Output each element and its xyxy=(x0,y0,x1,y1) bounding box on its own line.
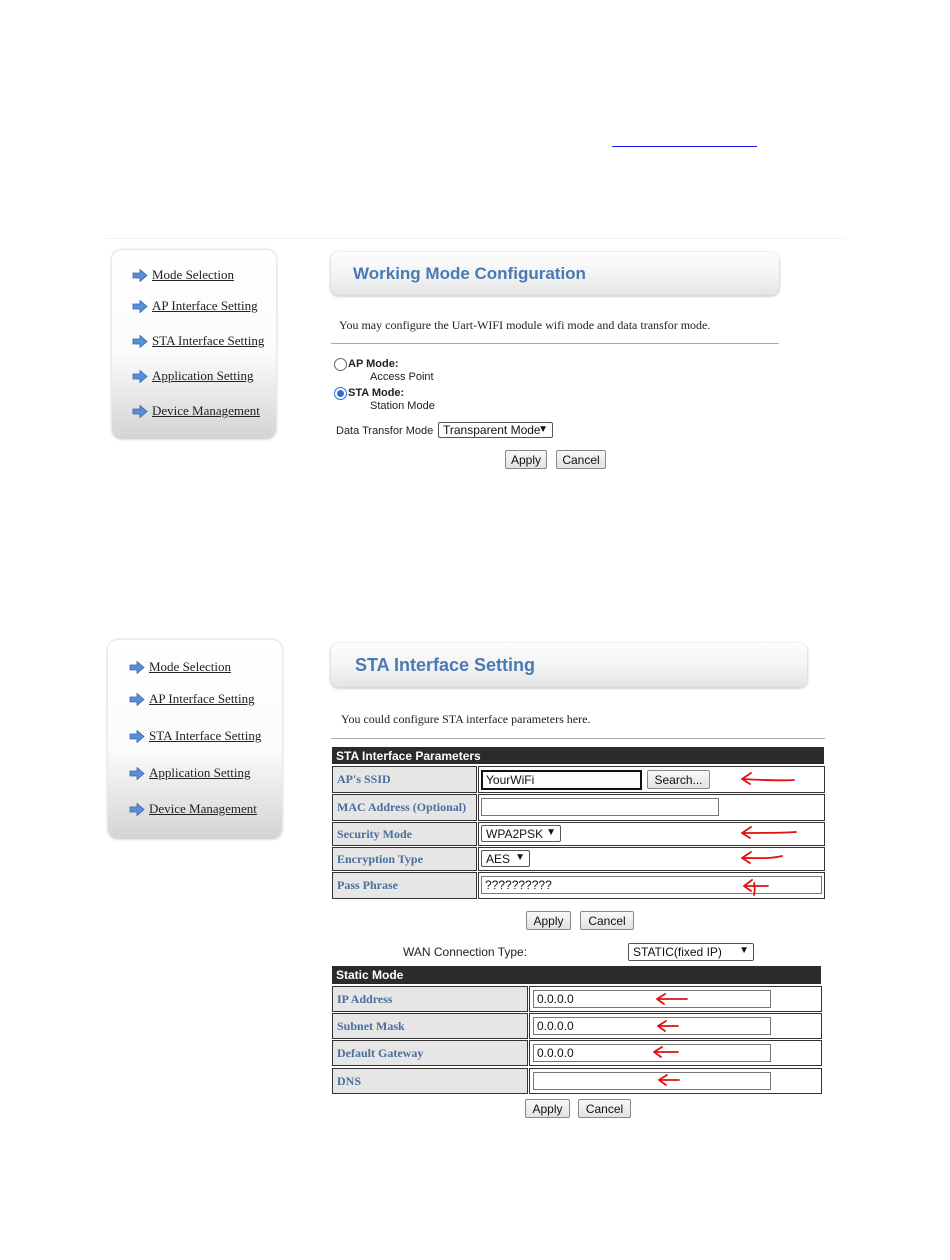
sidebar-item-device-management[interactable] xyxy=(132,403,260,419)
sta-mode-radio[interactable] xyxy=(334,387,347,400)
ip-input[interactable]: 0.0.0.0 xyxy=(533,990,771,1008)
transfer-mode-select[interactable] xyxy=(438,422,553,438)
blue-arrow-icon xyxy=(129,661,145,674)
chevron-down-icon: ▼ xyxy=(515,852,525,863)
cancel-button[interactable]: Cancel xyxy=(556,450,606,469)
sidebar-item-device-management[interactable] xyxy=(129,801,257,817)
page-title: STA Interface Setting xyxy=(355,655,536,675)
apply-button[interactable]: Apply xyxy=(525,1099,570,1118)
sidebar-item-label: Application Setting xyxy=(149,765,251,780)
blue-arrow-icon xyxy=(129,767,145,780)
sidebar-item-label: Device Management xyxy=(152,403,260,418)
cancel-button[interactable]: Cancel xyxy=(580,911,634,930)
mac-label: MAC Address (Optional) xyxy=(332,794,477,821)
ap-mode-sub: Access Point xyxy=(370,371,434,383)
security-label: Security Mode xyxy=(332,822,477,846)
red-arrow-icon xyxy=(738,851,784,865)
blue-arrow-icon xyxy=(129,803,145,816)
dns-input[interactable] xyxy=(533,1072,771,1090)
gateway-input[interactable]: 0.0.0.0 xyxy=(533,1044,771,1062)
ap-mode-title: AP Mode: xyxy=(348,358,399,370)
ip-label: IP Address xyxy=(332,986,528,1012)
page-title-bar xyxy=(331,643,807,687)
page-title-bar xyxy=(331,252,779,295)
sidebar-item-label: Mode Selection xyxy=(152,267,234,282)
transfer-mode-value: Transparent Mode xyxy=(443,423,541,437)
chevron-down-icon: ▼ xyxy=(739,945,749,956)
pass-input[interactable]: ?????????? xyxy=(481,876,822,894)
blue-arrow-icon xyxy=(132,300,148,313)
divider xyxy=(331,343,779,344)
cancel-button[interactable]: Cancel xyxy=(578,1099,631,1118)
gateway-label: Default Gateway xyxy=(332,1040,528,1066)
blue-arrow-icon xyxy=(132,269,148,282)
red-arrow-icon xyxy=(655,1073,681,1087)
sidebar-item-label: STA Interface Setting xyxy=(152,333,265,348)
sta-mode-title: STA Mode: xyxy=(348,387,405,399)
red-arrow-icon xyxy=(653,992,689,1006)
blue-arrow-icon xyxy=(129,730,145,743)
divider xyxy=(331,738,825,739)
encryption-select[interactable] xyxy=(481,850,530,867)
apply-button[interactable]: Apply xyxy=(526,911,571,930)
chevron-down-icon: ▼ xyxy=(546,827,556,838)
pass-label: Pass Phrase xyxy=(332,872,477,899)
sidebar-item-application[interactable] xyxy=(129,765,250,781)
mask-label: Subnet Mask xyxy=(332,1013,528,1039)
blue-arrow-icon xyxy=(132,335,148,348)
encryption-value: AES xyxy=(486,851,511,866)
security-value: WPA2PSK xyxy=(486,826,544,841)
sidebar-item-label: Application Setting xyxy=(152,368,254,383)
sidebar-item-mode-selection[interactable] xyxy=(129,659,231,675)
sidebar-item-ap-interface[interactable] xyxy=(132,298,258,314)
mask-input[interactable]: 0.0.0.0 xyxy=(533,1017,771,1035)
red-arrow-icon xyxy=(650,1045,680,1059)
wan-connection-label: WAN Connection Type: xyxy=(403,945,528,959)
sidebar-item-sta-interface[interactable] xyxy=(129,728,261,744)
mac-input[interactable] xyxy=(481,798,719,816)
encryption-label: Encryption Type xyxy=(332,847,477,871)
apply-button[interactable]: Apply xyxy=(505,450,547,469)
sidebar-panel-2 xyxy=(108,640,282,839)
sta-mode-sub: Station Mode xyxy=(370,400,435,412)
sidebar-item-label: AP Interface Setting xyxy=(149,691,255,706)
ssid-label: AP's SSID xyxy=(332,766,477,793)
red-arrow-icon xyxy=(740,877,770,897)
blue-arrow-icon xyxy=(132,370,148,383)
sidebar-item-label: Mode Selection xyxy=(149,659,231,674)
blue-arrow-icon xyxy=(129,693,145,706)
blue-arrow-icon xyxy=(132,405,148,418)
wan-connection-select[interactable] xyxy=(628,943,754,961)
page-description: You could configure STA interface parameters here. xyxy=(341,712,591,726)
chevron-down-icon: ▼ xyxy=(538,424,548,435)
dns-label: DNS xyxy=(332,1068,528,1094)
security-select[interactable] xyxy=(481,825,561,842)
sidebar-item-mode-selection[interactable] xyxy=(132,267,234,283)
sta-params-title: STA Interface Parameters xyxy=(332,747,824,764)
screenshot-edge xyxy=(105,238,845,239)
page-title: Working Mode Configuration xyxy=(353,264,586,283)
search-button[interactable]: Search... xyxy=(647,770,710,789)
red-arrow-icon xyxy=(654,1019,680,1033)
sidebar-item-label: Device Management xyxy=(149,801,257,816)
ap-mode-radio[interactable] xyxy=(334,358,347,371)
document-link-underline xyxy=(612,146,757,147)
sidebar-item-sta-interface[interactable] xyxy=(132,333,264,349)
ssid-input[interactable]: YourWiFi xyxy=(481,770,642,790)
sidebar-item-ap-interface[interactable] xyxy=(129,691,255,707)
wan-connection-value: STATIC(fixed IP) xyxy=(633,945,722,959)
red-arrow-icon xyxy=(738,772,796,786)
sidebar-panel-1 xyxy=(112,250,276,439)
sidebar-item-label: AP Interface Setting xyxy=(152,298,258,313)
static-mode-title: Static Mode xyxy=(332,966,821,984)
sidebar-item-application[interactable] xyxy=(132,368,253,384)
transfer-mode-label: Data Transfor Mode xyxy=(336,425,434,437)
sidebar-item-label: STA Interface Setting xyxy=(149,728,262,743)
red-arrow-icon xyxy=(738,826,798,840)
page-description: You may configure the Uart-WIFI module wifi mode and data transfor mode. xyxy=(339,318,711,332)
